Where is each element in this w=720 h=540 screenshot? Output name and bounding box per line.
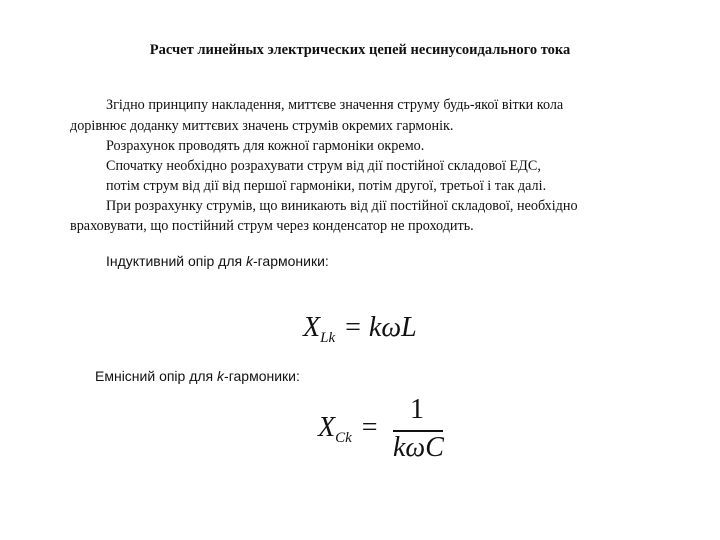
- capacitive-numerator: 1: [410, 394, 424, 425]
- paragraph-line-4: Спочатку необхідно розрахувати струм від дії постійної складової ЕДС,: [106, 158, 541, 174]
- capacitive-equals: =: [361, 412, 378, 443]
- paragraph-line-6: При розрахунку струмів, що виникають від дії постійної складової, необхідно: [106, 198, 578, 214]
- capacitive-caption-text: Емнісний опір для: [95, 368, 218, 384]
- paragraph-line-3: Розрахунок проводять для кожної гармоніки окремо.: [106, 138, 425, 154]
- inductive-caption-suffix: -гармоники:: [252, 253, 329, 269]
- capacitive-lhs-symbol: X: [318, 412, 336, 443]
- capacitive-caption: [95, 368, 300, 384]
- inductive-formula: [303, 312, 417, 344]
- capacitive-caption-suffix: -гармоники:: [224, 368, 300, 384]
- inductive-caption-k: k: [245, 253, 253, 269]
- capacitive-lhs-subscript: Ck: [335, 430, 352, 446]
- inductive-caption: [106, 253, 329, 269]
- paragraph-line-7: враховувати, що постійний струм через конденсатор не проходить.: [70, 218, 474, 234]
- inductive-lhs-subscript: Lk: [320, 330, 336, 346]
- inductive-caption-text: Індуктивний опір для: [106, 253, 246, 269]
- paragraph-line-5: потім струм від дії від першої гармоніки, потім другої, третьої і так далі.: [106, 178, 547, 194]
- capacitive-denominator: kωC: [393, 432, 444, 463]
- inductive-rhs: kωL: [368, 312, 417, 343]
- capacitive-formula-lhs: [318, 412, 378, 444]
- inductive-lhs-symbol: X: [303, 312, 321, 343]
- inductive-equals: =: [345, 312, 361, 343]
- paragraph-line-2: дорівнює доданку миттєвих значень струмів окремих гармонік.: [70, 118, 454, 134]
- capacitive-caption-k: k: [217, 368, 225, 384]
- page-title: Расчет линейных электрических цепей несинусоидального тока: [149, 42, 571, 58]
- paragraph-line-1: Згідно принципу накладення, миттєве значення струму будь-якої вітки кола: [106, 97, 564, 113]
